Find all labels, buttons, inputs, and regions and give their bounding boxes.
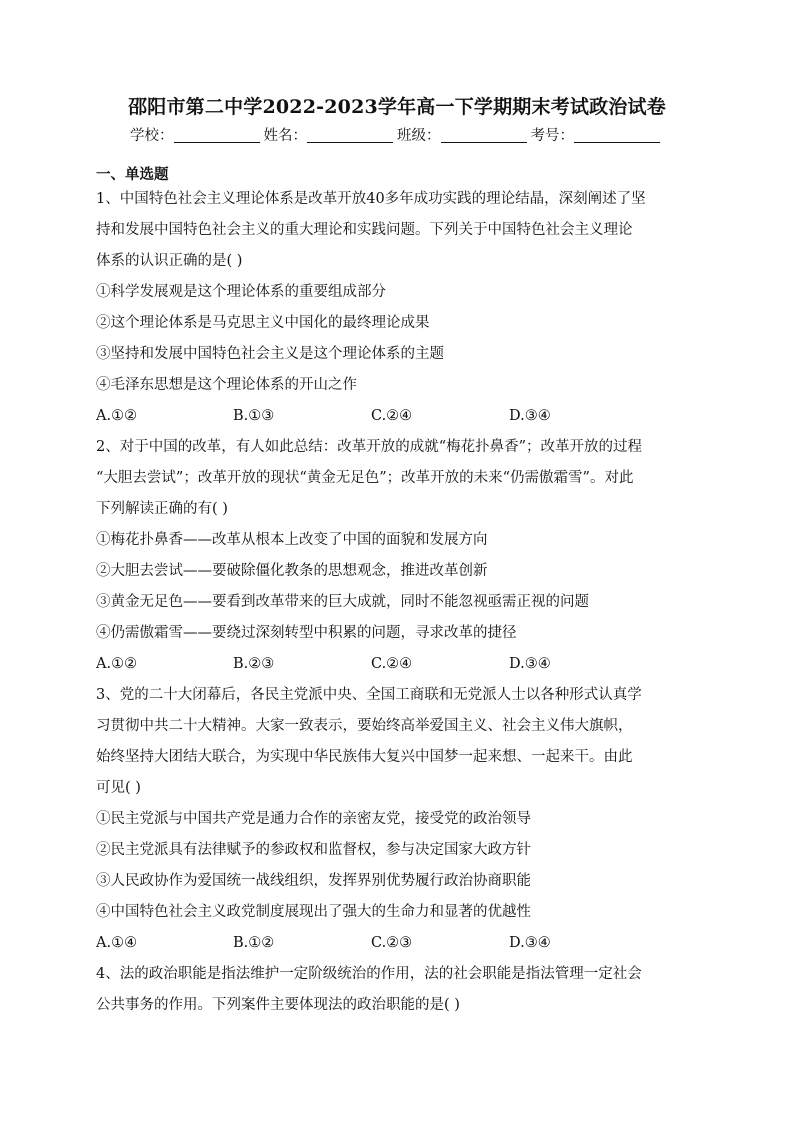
name-label: 姓名： bbox=[263, 128, 307, 144]
option-b[interactable]: B.①③ bbox=[233, 408, 275, 424]
statement-item: ③坚持和发展中国特色社会主义是这个理论体系的主题 bbox=[96, 346, 444, 362]
statement-item: ③人民政协作为爱国统一战线组织，发挥界别优势履行政治协商职能 bbox=[96, 873, 531, 889]
statement-item: ①科学发展观是这个理论体系的重要组成部分 bbox=[96, 284, 386, 300]
question-stem-line: 2、对于中国的改革，有人如此总结：改革开放的成就“梅花扑鼻香”；改革开放的过程 bbox=[96, 439, 643, 455]
statement-item: ④毛泽东思想是这个理论体系的开山之作 bbox=[96, 377, 357, 393]
class-blank[interactable] bbox=[441, 126, 527, 143]
statement-item: ①梅花扑鼻香——改革从根本上改变了中国的面貌和发展方向 bbox=[96, 532, 488, 548]
option-c[interactable]: C.②③ bbox=[371, 935, 413, 951]
option-d[interactable]: D.③④ bbox=[509, 656, 551, 672]
option-b[interactable]: B.①② bbox=[233, 935, 275, 951]
class-label: 班级： bbox=[397, 128, 441, 144]
statement-item: ②民主党派具有法律赋予的参政权和监督权，参与决定国家大政方针 bbox=[96, 842, 531, 858]
school-blank[interactable] bbox=[174, 126, 260, 143]
option-c[interactable]: C.②④ bbox=[371, 656, 413, 672]
question-3 bbox=[96, 680, 706, 959]
question-stem-line: 习贯彻中共二十大精神。大家一致表示，要始终高举爱国主义、社会主义伟大旗帜， bbox=[96, 718, 633, 734]
question-stem-line: 1、中国特色社会主义理论体系是改革开放40多年成功实践的理论结晶，深刻阐述了坚 bbox=[96, 191, 646, 207]
name-blank[interactable] bbox=[307, 126, 393, 143]
exam-title: 邵阳市第二中学2022-2023学年高一下学期期末考试政治试卷 bbox=[128, 96, 666, 118]
question-stem-line: 体系的认识正确的是( ) bbox=[96, 253, 243, 269]
option-a[interactable]: A.①② bbox=[96, 408, 138, 424]
exam-content bbox=[96, 164, 706, 1021]
answer-options bbox=[96, 928, 706, 959]
statement-item: ④中国特色社会主义政党制度展现出了强大的生命力和显著的优越性 bbox=[96, 904, 531, 920]
question-stem-line: “大胆去尝试”；改革开放的现状“黄金无足色”；改革开放的未来“仍需傲霜雪”。对此 bbox=[96, 470, 634, 486]
statement-item: ③黄金无足色——要看到改革带来的巨大成就，同时不能忽视亟需正视的问题 bbox=[96, 594, 589, 610]
option-a[interactable]: A.①② bbox=[96, 656, 138, 672]
statement-item: ②大胆去尝试——要破除僵化教条的思想观念，推进改革创新 bbox=[96, 563, 488, 579]
section-title: 一、单选题 bbox=[96, 166, 169, 183]
option-a[interactable]: A.①④ bbox=[96, 935, 138, 951]
option-c[interactable]: C.②④ bbox=[371, 408, 413, 424]
statement-item: ①民主党派与中国共产党是通力合作的亲密友党，接受党的政治领导 bbox=[96, 811, 531, 827]
question-stem-line: 4、法的政治职能是指法维护一定阶级统治的作用，法的社会职能是指法管理一定社会 bbox=[96, 966, 642, 982]
student-info-line bbox=[0, 125, 794, 147]
question-stem-line: 始终坚持大团结大联合，为实现中华民族伟大复兴中国梦一起来想、一起来干。由此 bbox=[96, 749, 633, 765]
question-2 bbox=[96, 432, 706, 680]
exam-number-blank[interactable] bbox=[574, 126, 660, 143]
option-d[interactable]: D.③④ bbox=[509, 935, 551, 951]
option-d[interactable]: D.③④ bbox=[509, 408, 551, 424]
question-1 bbox=[96, 184, 706, 432]
question-stem-line: 3、党的二十大闭幕后，各民主党派中央、全国工商联和无党派人士以各种形式认真学 bbox=[96, 687, 642, 703]
question-stem-line: 持和发展中国特色社会主义的重大理论和实践问题。下列关于中国特色社会主义理论 bbox=[96, 222, 633, 238]
statement-item: ②这个理论体系是马克思主义中国化的最终理论成果 bbox=[96, 315, 430, 331]
exam-number-label: 考号： bbox=[530, 128, 574, 144]
statement-item: ④仍需傲霜雪——要绕过深刻转型中积累的问题，寻求改革的捷径 bbox=[96, 625, 517, 641]
option-b[interactable]: B.②③ bbox=[233, 656, 275, 672]
question-stem-line: 下列解读正确的有( ) bbox=[96, 501, 228, 517]
answer-options bbox=[96, 649, 706, 680]
answer-options bbox=[96, 401, 706, 432]
school-label: 学校： bbox=[130, 128, 174, 144]
question-stem-line: 可见( ) bbox=[96, 780, 141, 796]
question-4 bbox=[96, 959, 706, 1021]
question-stem-line: 公共事务的作用。下列案件主要体现法的政治职能的是( ) bbox=[96, 997, 460, 1013]
